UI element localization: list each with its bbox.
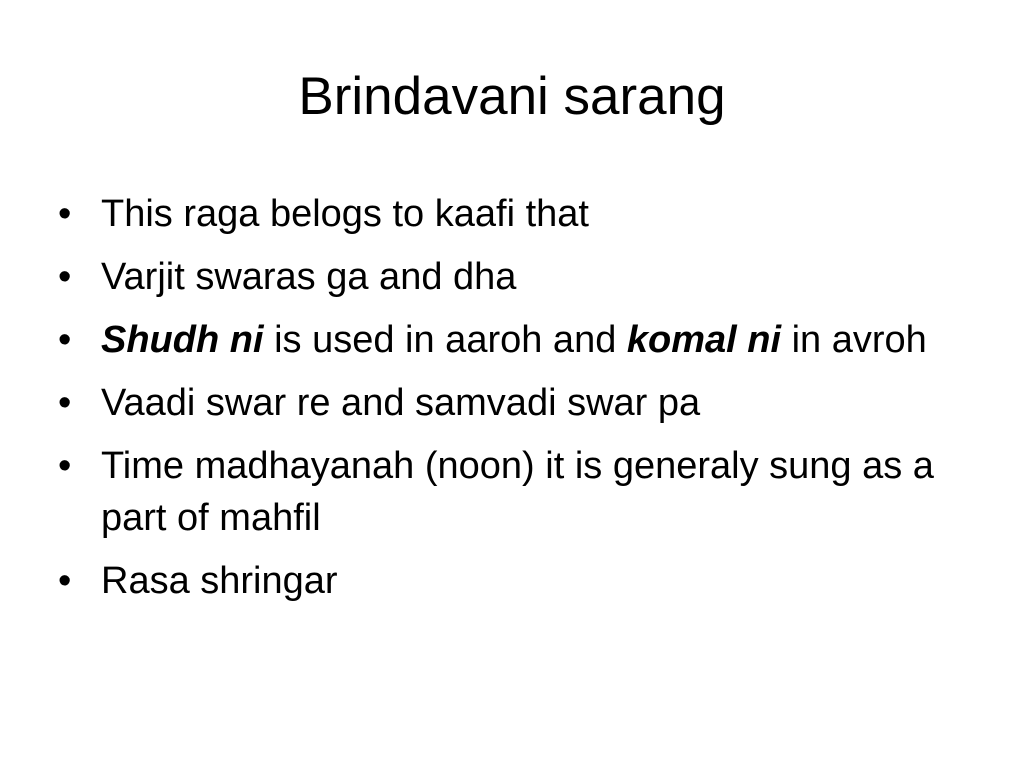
bullet-item <box>58 188 978 240</box>
bullet-item <box>58 251 978 303</box>
bullet-text: Time madhayanah (noon) it is generaly sung as a part of mahfil <box>101 445 934 539</box>
bullet-marker: • <box>58 319 72 361</box>
bullet-marker: • <box>58 445 72 487</box>
emphasis-text: komal ni <box>626 319 782 361</box>
bullet-text: Vaadi swar re and samvadi swar pa <box>101 382 701 424</box>
bullet-marker: • <box>58 256 72 298</box>
bullet-text: Varjit swaras ga and dha <box>101 256 517 298</box>
bullet-item <box>58 555 978 607</box>
bullet-text: is used in aaroh and <box>263 319 627 361</box>
emphasis-text: Shudh ni <box>101 319 264 361</box>
bullet-marker: • <box>58 560 72 602</box>
bullet-text: This raga belogs to kaafi that <box>101 193 589 235</box>
bullet-item <box>58 377 978 429</box>
bullet-marker: • <box>58 382 72 424</box>
slide-title: Brindavani sarang <box>298 67 726 126</box>
bullet-item <box>58 314 978 366</box>
bullet-item <box>58 440 978 544</box>
bullet-marker: • <box>58 193 72 235</box>
bullet-text: in avroh <box>781 319 927 361</box>
bullet-list <box>58 188 978 618</box>
bullet-text: Rasa shringar <box>101 560 338 602</box>
